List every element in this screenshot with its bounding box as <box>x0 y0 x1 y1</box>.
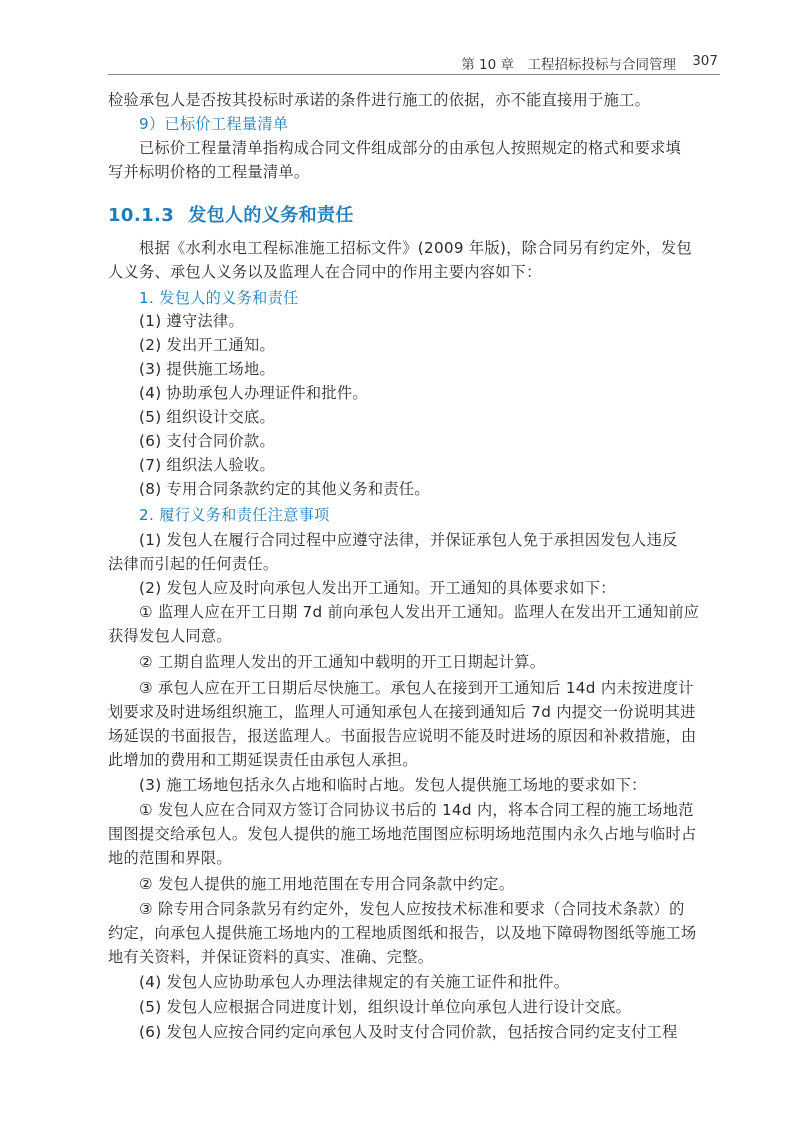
page-number: 307 <box>692 53 718 69</box>
paragraph-line: 写并标明价格的工程量清单。 <box>108 163 310 181</box>
paragraph-line: 人义务、承包人义务以及监理人在合同中的作用主要内容如下： <box>108 263 542 281</box>
paragraph-line: (2) 发包人应及时向承包人发出开工通知。开工通知的具体要求如下： <box>139 579 616 597</box>
paragraph-line: (3) 施工场地包括永久占地和临时占地。发包人提供施工场地的要求如下： <box>139 776 647 794</box>
paragraph-line: 围图提交给承包人。发包人提供的施工场地范围图应标明场地范围内永久占地与临时占 <box>108 825 697 843</box>
paragraph-line: 根据《水利水电工程标准施工招标文件》(2009 年版)，除合同另有约定外，发包 <box>139 239 693 257</box>
paragraph-line: ③ 承包人应在开工日期后尽快施工。承包人在接到开工通知后 14d 内未按进度计 <box>139 679 694 697</box>
paragraph-line: 法律而引起的任何责任。 <box>108 555 279 573</box>
subheading-priced-bill: 9）已标价工程量清单 <box>139 115 289 133</box>
paragraph-line: ① 监理人应在开工日期 7d 前向承包人发出开工通知。监理人在发出开工通知前应 <box>139 603 700 621</box>
paragraph-line: 地有关资料，并保证资料的真实、准确、完整。 <box>108 948 434 966</box>
list-item: (7) 组织法人验收。 <box>139 456 275 474</box>
paragraph-line: 已标价工程量清单指构成合同文件组成部分的由承包人按照规定的格式和要求填 <box>139 139 682 157</box>
paragraph-line: (5) 发包人应根据合同进度计划，组织设计单位向承包人进行设计交底。 <box>139 998 632 1016</box>
paragraph-line: ② 工期自监理人发出的开工通知中载明的开工日期起计算。 <box>139 653 546 671</box>
paragraph-line: 地的范围和界限。 <box>108 849 232 867</box>
paragraph-line: 获得发包人同意。 <box>108 627 232 645</box>
paragraph-line: 检验承包人是否按其投标时承诺的条件进行施工的依据，亦不能直接用于施工。 <box>108 91 651 109</box>
section-heading <box>108 201 354 227</box>
running-header <box>108 48 720 75</box>
paragraph-line: 场延误的书面报告，报送监理人。书面报告应说明不能及时进场的原因和补救措施，由 <box>108 727 697 745</box>
paragraph-line: ② 发包人提供的施工用地范围在专用合同条款中约定。 <box>139 875 515 893</box>
chapter-title: 第 10 章 工程招标投标与合同管理 <box>461 57 676 73</box>
list-item: (5) 组织设计交底。 <box>139 408 275 426</box>
list-item: (4) 协助承包人办理证件和批件。 <box>139 384 368 402</box>
paragraph-line: (1) 发包人在履行合同过程中应遵守法律，并保证承包人免于承担因发包人违反 <box>139 531 678 549</box>
section-number: 10.1.3 <box>108 205 175 226</box>
paragraph-line: 此增加的费用和工期延误责任由承包人承担。 <box>108 751 418 769</box>
paragraph-line: ③ 除专用合同条款另有约定外，发包人应按技术标准和要求（合同技术条款）的 <box>139 900 685 918</box>
list-item: (2) 发出开工通知。 <box>139 336 275 354</box>
paragraph-line: 划要求及时进场组织施工，监理人可通知承包人在接到通知后 7d 内提交一份说明其进 <box>108 703 696 721</box>
paragraph-line: 约定，向承包人提供施工场地内的工程地质图纸和报告，以及地下障碍物图纸等施工场 <box>108 924 697 942</box>
paragraph-line: ① 发包人应在合同双方签订合同协议书后的 14d 内，将本合同工程的施工场地范 <box>139 801 694 819</box>
list-item: (8) 专用合同条款约定的其他义务和责任。 <box>139 480 430 498</box>
section-title: 发包人的义务和责任 <box>188 205 354 226</box>
list-item: (6) 支付合同价款。 <box>139 432 275 450</box>
list-item: (1) 遵守法律。 <box>139 312 244 330</box>
paragraph-line: (4) 发包人应协助承包人办理法律规定的有关施工证件和批件。 <box>139 973 570 991</box>
list-item: (3) 提供施工场地。 <box>139 360 275 378</box>
subheading-notes: 2. 履行义务和责任注意事项 <box>139 506 330 524</box>
subheading-employer-obligations: 1. 发包人的义务和责任 <box>139 289 299 307</box>
paragraph-line: (6) 发包人应按合同约定向承包人及时支付合同价款，包括按合同约定支付工程 <box>139 1023 678 1041</box>
